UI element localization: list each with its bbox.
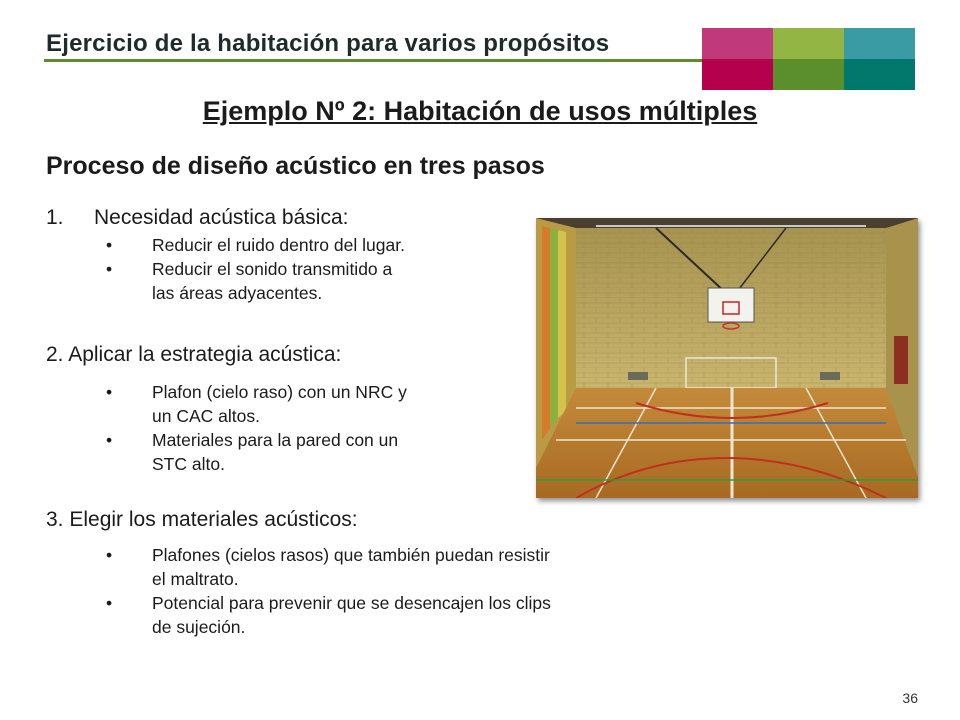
bullet-item: • Plafones (cielos rasos) que también puedan resistir el maltrato. xyxy=(106,543,698,591)
step-1-bullets xyxy=(106,233,526,305)
step-number: 3. xyxy=(46,508,64,531)
bullet-item: • Potencial para prevenir que se desencajen los clips de sujeción. xyxy=(106,591,698,639)
step-number: 1. xyxy=(46,206,64,229)
step-2-heading xyxy=(46,343,341,367)
step-1-heading xyxy=(46,206,348,230)
step-label: Necesidad acústica básica: xyxy=(94,206,349,229)
step-label: Aplicar la estrategia acústica: xyxy=(68,343,342,366)
bullet-item: • Materiales para la pared con un STC alto. xyxy=(106,428,526,476)
bullet-item: • Plafon (cielo raso) con un NRC y un CAC altos. xyxy=(106,380,526,428)
bullet-item: • Reducir el ruido dentro del lugar. xyxy=(106,233,526,257)
gymnasium-photo xyxy=(536,218,918,498)
header-title: Ejercicio de la habitación para varios propósitos xyxy=(46,30,610,57)
step-label: Elegir los materiales acústicos: xyxy=(69,508,358,531)
step-3-heading xyxy=(46,508,358,532)
step-number: 2. xyxy=(46,343,64,366)
bullet-item: • Reducir el sonido transmitido a las áreas adyacentes. xyxy=(106,257,526,305)
step-3-bullets xyxy=(106,543,698,639)
page-number: 36 xyxy=(902,690,918,706)
brand-color-blocks xyxy=(702,28,915,90)
header-divider xyxy=(44,59,704,62)
step-2-bullets xyxy=(106,380,526,476)
slide-subtitle: Proceso de diseño acústico en tres pasos xyxy=(46,152,545,180)
slide-title: Ejemplo Nº 2: Habitación de usos múltiples xyxy=(202,96,758,126)
